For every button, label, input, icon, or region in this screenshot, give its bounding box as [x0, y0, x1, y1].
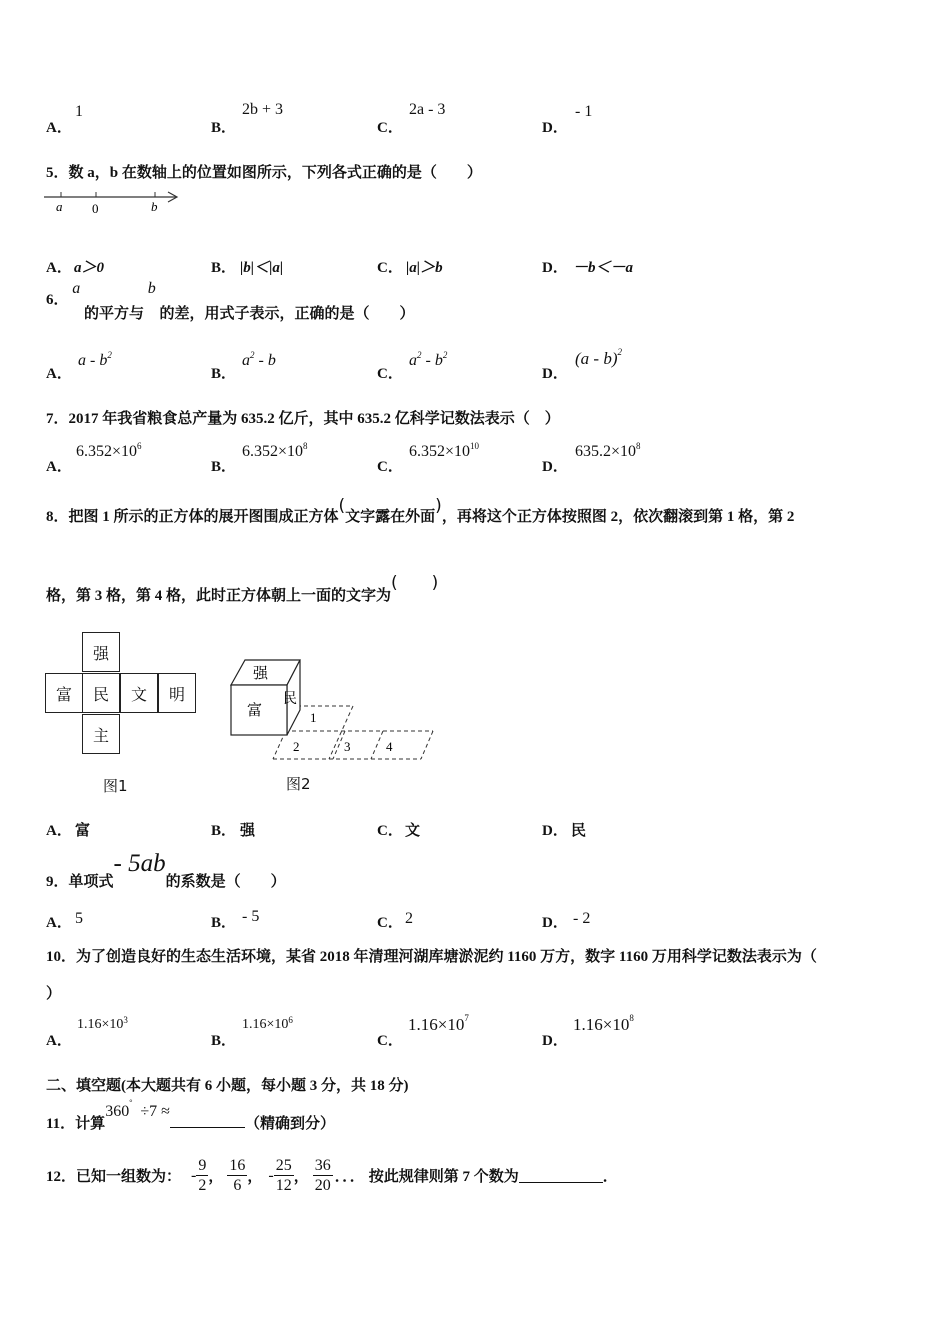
q8-line1c: ，再将这个正方体按照图 2，依次翻滚到第 1 格，第 2 [441, 509, 795, 525]
q6-option-c-value: $a^2 - b^2$ [409, 350, 448, 369]
q6-option-b-value: $a^2$ - b [242, 350, 276, 369]
q10-option-d-value: $1.16\times 10^8$ [573, 1013, 634, 1034]
q9-text [46, 850, 286, 890]
q10-option-a-value: $1.16\times 10^3$ [77, 1015, 128, 1032]
q6-mid: 的平方与 [84, 306, 145, 322]
q5-option-a-label: A． [46, 260, 72, 276]
q12-answer-blank[interactable] [519, 1168, 603, 1183]
q12-sep-3: ， [293, 1169, 309, 1185]
q8-line2-paren: ( ) [391, 573, 439, 593]
grid-number-3: 3 [344, 739, 351, 754]
q9-option-c-label: C． [377, 915, 403, 931]
q9-option-a-value: 5 [75, 910, 83, 927]
q10-option-c-value: $1.16\times 10^7$ [408, 1013, 469, 1034]
q6-option-a-value: a - $b^2$ [78, 350, 112, 369]
q12-head: 12．已知一组数为： [46, 1169, 182, 1185]
q7-option-d-value: $635.2\times 10^8$ [575, 441, 641, 460]
q5-option-b-value: |b|＜|a| [240, 260, 284, 276]
q8-option-c-label: C． [377, 823, 403, 839]
q12-fraction-4: $\frac{36}{20}$ [314, 1157, 331, 1194]
q10-line1: 10．为了创造良好的生态生活环境，某省 2018 年清理河湖库塘淤泥约 1160 万方，数字 1160 万用科学记数法表示为（ [46, 949, 817, 965]
q9-tail: 的系数是（ ） [165, 874, 286, 890]
q9-option-b-value: - 5 [242, 908, 260, 925]
q9-option-a-label: A． [46, 915, 72, 931]
q12-frac-3-sign: - [268, 1166, 274, 1184]
q7-option-a-label: A． [46, 459, 72, 475]
net-cell-bottom: 主 [82, 714, 120, 754]
q9-option-b-label: B． [211, 915, 237, 931]
section-2-title: 二、填空题(本大题共有 6 小题，每小题 3 分，共 18 分) [46, 1078, 409, 1094]
q11-expr-a: 360 [105, 1103, 130, 1120]
q7-option-b-label: B． [211, 459, 237, 475]
q8-line2 [46, 573, 439, 605]
q11-text: 11．计算360°÷7 ≈（精确到分） [46, 1098, 335, 1132]
q10-option-c-label: C． [377, 1033, 403, 1049]
q4-option-a-label: A． [46, 120, 72, 136]
q5-text: 5．数 a，b 在数轴上的位置如图所示，下列各式正确的是（ ） [46, 165, 482, 181]
q6-var-a: a [72, 280, 81, 297]
cube-side-text: 民 [283, 691, 297, 707]
net-cell-left: 富 [45, 673, 83, 713]
q5-option-d-label: D． [542, 260, 568, 276]
q12-fraction-1: $\frac{9}{2}$ [198, 1157, 207, 1194]
q11-head: 11．计算 [46, 1116, 106, 1132]
figure-1-caption: 图1 [103, 777, 128, 795]
q8-option-b-value: 强 [240, 823, 256, 839]
net-cell-right1: 文 [120, 673, 158, 713]
q5-number-line [44, 186, 184, 216]
q6-text [46, 280, 415, 322]
q12-sep-2: ， [247, 1169, 263, 1185]
q4-option-d-label: D． [542, 120, 568, 136]
net-cell-top: 强 [82, 632, 120, 672]
q8-line1b: 文字露在外面 [345, 509, 436, 525]
figure-2-caption: 图2 [286, 775, 311, 793]
q5-option-b-label: B． [211, 260, 237, 276]
q12-end: ． [602, 1169, 618, 1185]
q9-head: 9．单项式 [46, 874, 114, 890]
q9-option-c-value: 2 [405, 910, 413, 927]
q4-option-a-value: 1 [75, 103, 83, 120]
q5-option-a-value: a＞0 [74, 260, 105, 276]
q4-option-c-label: C． [377, 120, 403, 136]
q4-option-d-value: - 1 [575, 103, 593, 120]
q4-option-b-value: 2b + 3 [242, 101, 284, 118]
q12-text [46, 1156, 618, 1195]
q5-option-d-value: －b＜－a [573, 260, 634, 276]
q10-line2: ） [46, 986, 62, 1002]
q6-tail: 的差，用式子表示，正确的是（ ） [159, 306, 415, 322]
q5-option-c-label: C． [377, 260, 403, 276]
q8-line1 [46, 496, 795, 526]
q12-tail: 按此规律则第 7 个数为 [368, 1169, 519, 1185]
axis-label-b: b [151, 199, 158, 214]
q6-option-c-label: C． [377, 366, 403, 382]
q12-ellipsis: ．．． [334, 1169, 365, 1185]
q12-frac-1-sign: - [191, 1166, 197, 1184]
q8-option-d-value: 民 [571, 823, 587, 839]
q7-text: 7．2017 年我省粮食总产量为 635.2 亿斤，其中 635.2 亿科学记数法表示（ ） [46, 411, 560, 427]
q7-option-c-value: $6.352\times 10^{10}$ [409, 441, 480, 460]
q12-fraction-2: $\frac{16}{6}$ [229, 1157, 246, 1194]
q6-option-d-label: D． [542, 366, 568, 382]
q7-option-c-label: C． [377, 459, 403, 475]
q8-line2-text: 格，第 3 格，第 4 格，此时正方体朝上一面的文字为 [46, 588, 392, 604]
cube-front-text: 富 [247, 701, 263, 719]
q8-paren-close: ) [435, 496, 442, 516]
q6-option-d-value: (a - b)$^2$ [575, 347, 622, 368]
q4-option-b-label: B． [211, 120, 237, 136]
q8-option-b-label: B． [211, 823, 237, 839]
q7-option-b-value: $6.352\times 10^8$ [242, 441, 308, 460]
q11-answer-blank[interactable] [170, 1113, 245, 1128]
net-cell-center: 民 [82, 673, 120, 713]
q6-number: 6． [46, 292, 69, 308]
q8-option-d-label: D． [542, 823, 568, 839]
axis-label-zero: 0 [92, 201, 99, 216]
q8-option-c-value: 文 [405, 823, 421, 839]
cube-top-text: 强 [253, 664, 269, 682]
q8-option-a-label: A． [46, 823, 72, 839]
q8-line1a: 8．把图 1 所示的正方体的展开图围成正方体 [46, 509, 339, 525]
q9-expr: - 5ab [113, 850, 166, 877]
q8-option-a-value: 富 [75, 823, 91, 839]
figure-2-cube-grid [225, 655, 440, 770]
net-cell-right2: 明 [158, 673, 196, 713]
q10-option-a-label: A． [46, 1033, 72, 1049]
grid-number-1: 1 [310, 710, 317, 725]
q5-option-c-value: |a|＞b [406, 260, 443, 276]
grid-number-2: 2 [293, 739, 300, 754]
q6-option-a-label: A． [46, 366, 72, 382]
axis-label-a: a [56, 199, 63, 214]
q9-option-d-label: D． [542, 915, 568, 931]
q10-option-b-label: B． [211, 1033, 237, 1049]
q6-var-b: b [147, 280, 156, 297]
q10-option-d-label: D． [542, 1033, 568, 1049]
q8-paren-open: ( [338, 496, 346, 516]
grid-number-4: 4 [386, 739, 393, 754]
q9-option-d-value: - 2 [573, 910, 591, 927]
q7-option-d-label: D． [542, 459, 568, 475]
q12-fraction-3: $\frac{25}{12}$ [275, 1157, 292, 1194]
q7-option-a-value: $6.352\times 10^6$ [76, 441, 142, 460]
q11-expr-b: ÷7 ≈ [140, 1103, 170, 1120]
q4-option-c-value: 2a - 3 [409, 101, 446, 118]
q11-tail: （精确到分） [244, 1116, 335, 1132]
q12-sep-1: ， [208, 1169, 224, 1185]
q10-option-b-value: $1.16\times 10^6$ [242, 1015, 293, 1032]
q6-option-b-label: B． [211, 366, 237, 382]
